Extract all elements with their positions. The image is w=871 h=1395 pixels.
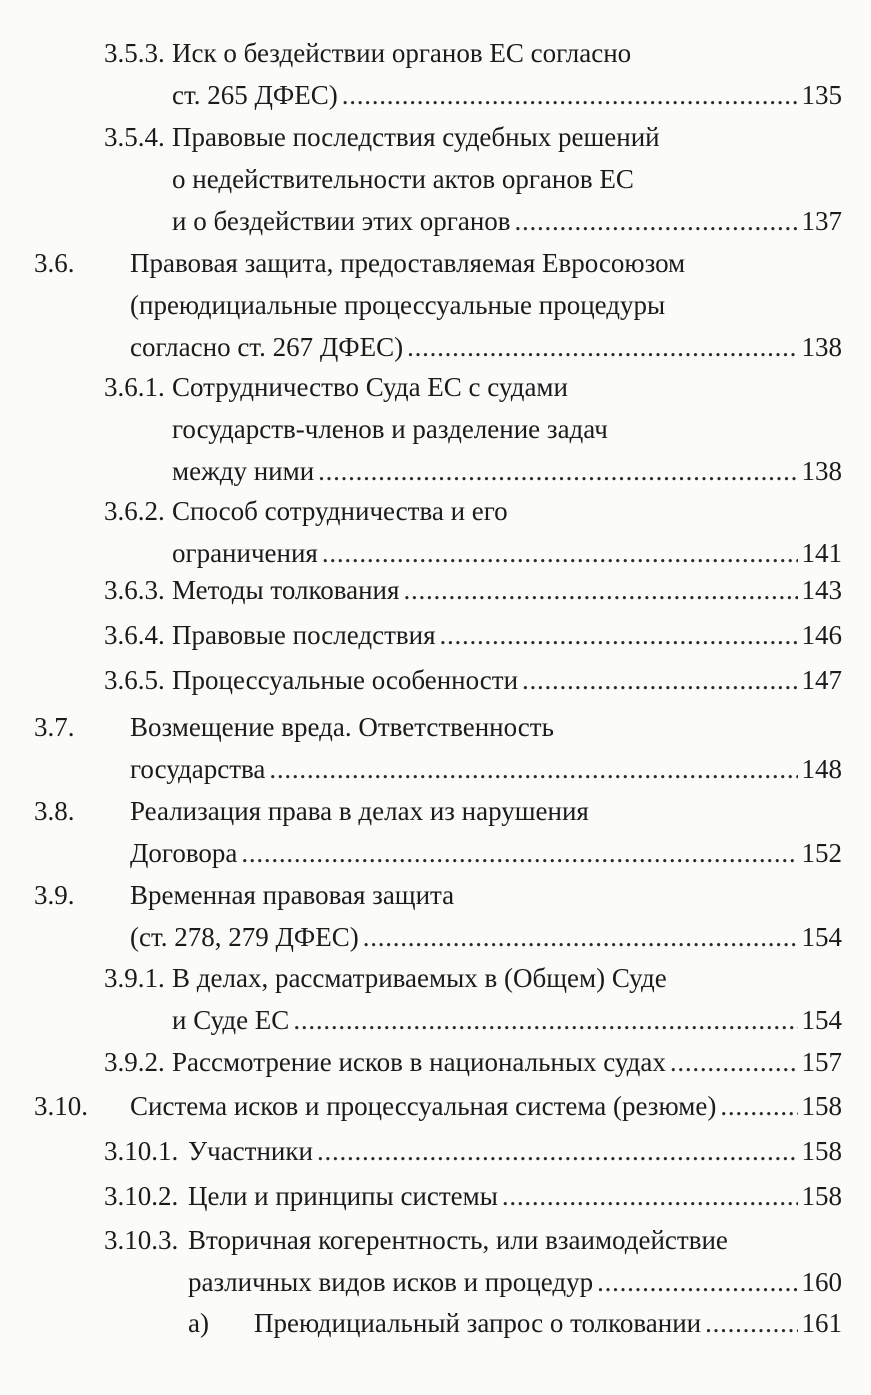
toc-entry-title-line: Методы толкования <box>172 575 400 605</box>
toc-entry-last-line <box>172 538 842 568</box>
dot-leader <box>407 332 797 362</box>
toc-entry-title-line: ограничения <box>172 538 318 568</box>
toc-entry-number: 3.9. <box>34 880 75 910</box>
toc-entry-title-line: Иск о бездействии органов ЕС согласно <box>172 38 632 68</box>
dot-leader <box>322 538 798 568</box>
toc-entry-number: 3.6.1. <box>104 372 165 402</box>
toc-entry-title-line: согласно ст. 267 ДФЕС) <box>130 332 404 362</box>
toc-entry-last-line <box>130 838 842 868</box>
toc-entry-last-line <box>130 332 842 362</box>
toc-entry-page-number: 147 <box>801 665 842 695</box>
toc-entry-page-number: 160 <box>801 1267 842 1297</box>
toc-entry-number: 3.8. <box>34 796 75 826</box>
dot-leader <box>720 1091 797 1121</box>
toc-entry-last-line <box>188 1136 842 1166</box>
toc-entry-page-number: 135 <box>801 80 842 110</box>
toc-entry-last-line <box>130 1091 842 1121</box>
toc-entry-title-line: Способ сотрудничества и его <box>172 496 508 526</box>
toc-entry-title-line: Возмещение вреда. Ответственность <box>130 712 554 742</box>
toc-entry-number: 3.5.4. <box>104 122 165 152</box>
toc-entry-page-number: 152 <box>801 838 842 868</box>
dot-leader <box>705 1308 797 1338</box>
toc-entry-number: 3.6.3. <box>104 575 165 605</box>
toc-entry-title-line: Временная правовая защита <box>130 880 455 910</box>
toc-entry-title-line: различных видов исков и процедур <box>188 1267 594 1297</box>
toc-entry-page-number: 154 <box>801 1005 842 1035</box>
toc-entry-title-line: между ними <box>172 456 315 486</box>
toc-entry-last-line <box>188 1267 842 1297</box>
toc-entry-page-number: 161 <box>801 1308 842 1338</box>
dot-leader <box>318 456 797 486</box>
toc-entry-title-line: и Суде ЕС <box>172 1005 290 1035</box>
toc-entry-title-line: Вторичная когерентность, или взаимодействие <box>188 1225 728 1255</box>
toc-entry-title-line: Рассмотрение исков в национальных судах <box>172 1047 666 1077</box>
toc-entry-title-line: В делах, рассматриваемых в (Общем) Суде <box>172 963 667 993</box>
toc-entry-number: 3.5.3. <box>104 38 165 68</box>
toc-entry-last-line <box>172 456 842 486</box>
toc-entry-title-line: (преюдициальные процессуальные процедуры <box>130 290 666 320</box>
toc-entry-number: 3.6.4. <box>104 620 165 650</box>
toc-entry-page-number: 141 <box>801 538 842 568</box>
toc-entry-page-number: 137 <box>801 206 842 236</box>
toc-entry-last-line <box>172 575 842 605</box>
dot-leader <box>269 754 797 784</box>
toc-entry-title-line: Сотрудничество Суда ЕС с судами <box>172 372 568 402</box>
dot-leader <box>440 620 798 650</box>
dot-leader <box>363 922 798 952</box>
toc-entry-number: 3.6.2. <box>104 496 165 526</box>
toc-entry-title-line: Реализация права в делах из нарушения <box>130 796 589 826</box>
toc-entry-last-line <box>172 665 842 695</box>
toc-entry-last-line <box>172 620 842 650</box>
toc-entry-title-line: ст. 265 ДФЕС) <box>172 80 338 110</box>
toc-entry-number: 3.10.3. <box>104 1225 179 1255</box>
toc-entry-title-line: и о бездействии этих органов <box>172 206 511 236</box>
toc-entry-number: 3.7. <box>34 712 75 742</box>
dot-leader <box>317 1136 798 1166</box>
toc-entry-number: a) <box>188 1308 209 1338</box>
dot-leader <box>515 206 798 236</box>
toc-entry-title-line: Система исков и процессуальная система (резюме) <box>130 1091 717 1121</box>
toc-entry-page-number: 158 <box>801 1136 842 1166</box>
toc-entry-title-line: (ст. 278, 279 ДФЕС) <box>130 922 359 952</box>
toc-entry-last-line <box>172 206 842 236</box>
toc-entry-last-line <box>188 1181 842 1211</box>
toc-entry-last-line <box>254 1308 842 1338</box>
dot-leader <box>502 1181 798 1211</box>
toc-entry-last-line <box>172 80 842 110</box>
toc-entry-title-line: Преюдициальный запрос о толковании <box>254 1308 702 1338</box>
dot-leader <box>403 575 797 605</box>
toc-entry-title-line: Цели и принципы системы <box>188 1181 498 1211</box>
toc-entry-number: 3.6. <box>34 248 75 278</box>
toc-entry-title-line: Процессуальные особенности <box>172 665 519 695</box>
toc-entry-title-line: Правовые последствия судебных решений <box>172 122 660 152</box>
toc-entry-page-number: 138 <box>801 456 842 486</box>
toc-entry-page-number: 158 <box>801 1091 842 1121</box>
dot-leader <box>522 665 797 695</box>
toc-entry-title-line: государства <box>130 754 266 784</box>
toc-entry-page-number: 138 <box>801 332 842 362</box>
toc-entry-last-line <box>130 754 842 784</box>
toc-entry-number: 3.10. <box>34 1091 88 1121</box>
toc-entry-number: 3.9.1. <box>104 963 165 993</box>
dot-leader <box>342 80 798 110</box>
toc-entry-page-number: 148 <box>801 754 842 784</box>
toc-entry-number: 3.10.1. <box>104 1136 179 1166</box>
toc-entry-title-line: Участники <box>188 1136 313 1166</box>
toc-entry-number: 3.10.2. <box>104 1181 179 1211</box>
toc-entry-last-line <box>172 1005 842 1035</box>
toc-entry-page-number: 146 <box>801 620 842 650</box>
toc-entry-title-line: Правовые последствия <box>172 620 436 650</box>
dot-leader <box>597 1267 797 1297</box>
dot-leader <box>241 838 797 868</box>
toc-entry-number: 3.9.2. <box>104 1047 165 1077</box>
toc-entry-page-number: 158 <box>801 1181 842 1211</box>
toc-entry-number: 3.6.5. <box>104 665 165 695</box>
toc-entry-last-line <box>172 1047 842 1077</box>
toc-entry-title-line: Правовая защита, предоставляемая Евросоюзом <box>130 248 686 278</box>
dot-leader <box>293 1005 797 1035</box>
toc-entry-title-line: о недействительности актов органов ЕС <box>172 164 634 194</box>
toc-entry-title-line: государств-членов и разделение задач <box>172 414 608 444</box>
toc-entry-page-number: 154 <box>801 922 842 952</box>
dot-leader <box>670 1047 798 1077</box>
toc-entry-page-number: 157 <box>801 1047 842 1077</box>
toc-entry-last-line <box>130 922 842 952</box>
toc-entry-page-number: 143 <box>801 575 842 605</box>
toc-entry-title-line: Договора <box>130 838 238 868</box>
